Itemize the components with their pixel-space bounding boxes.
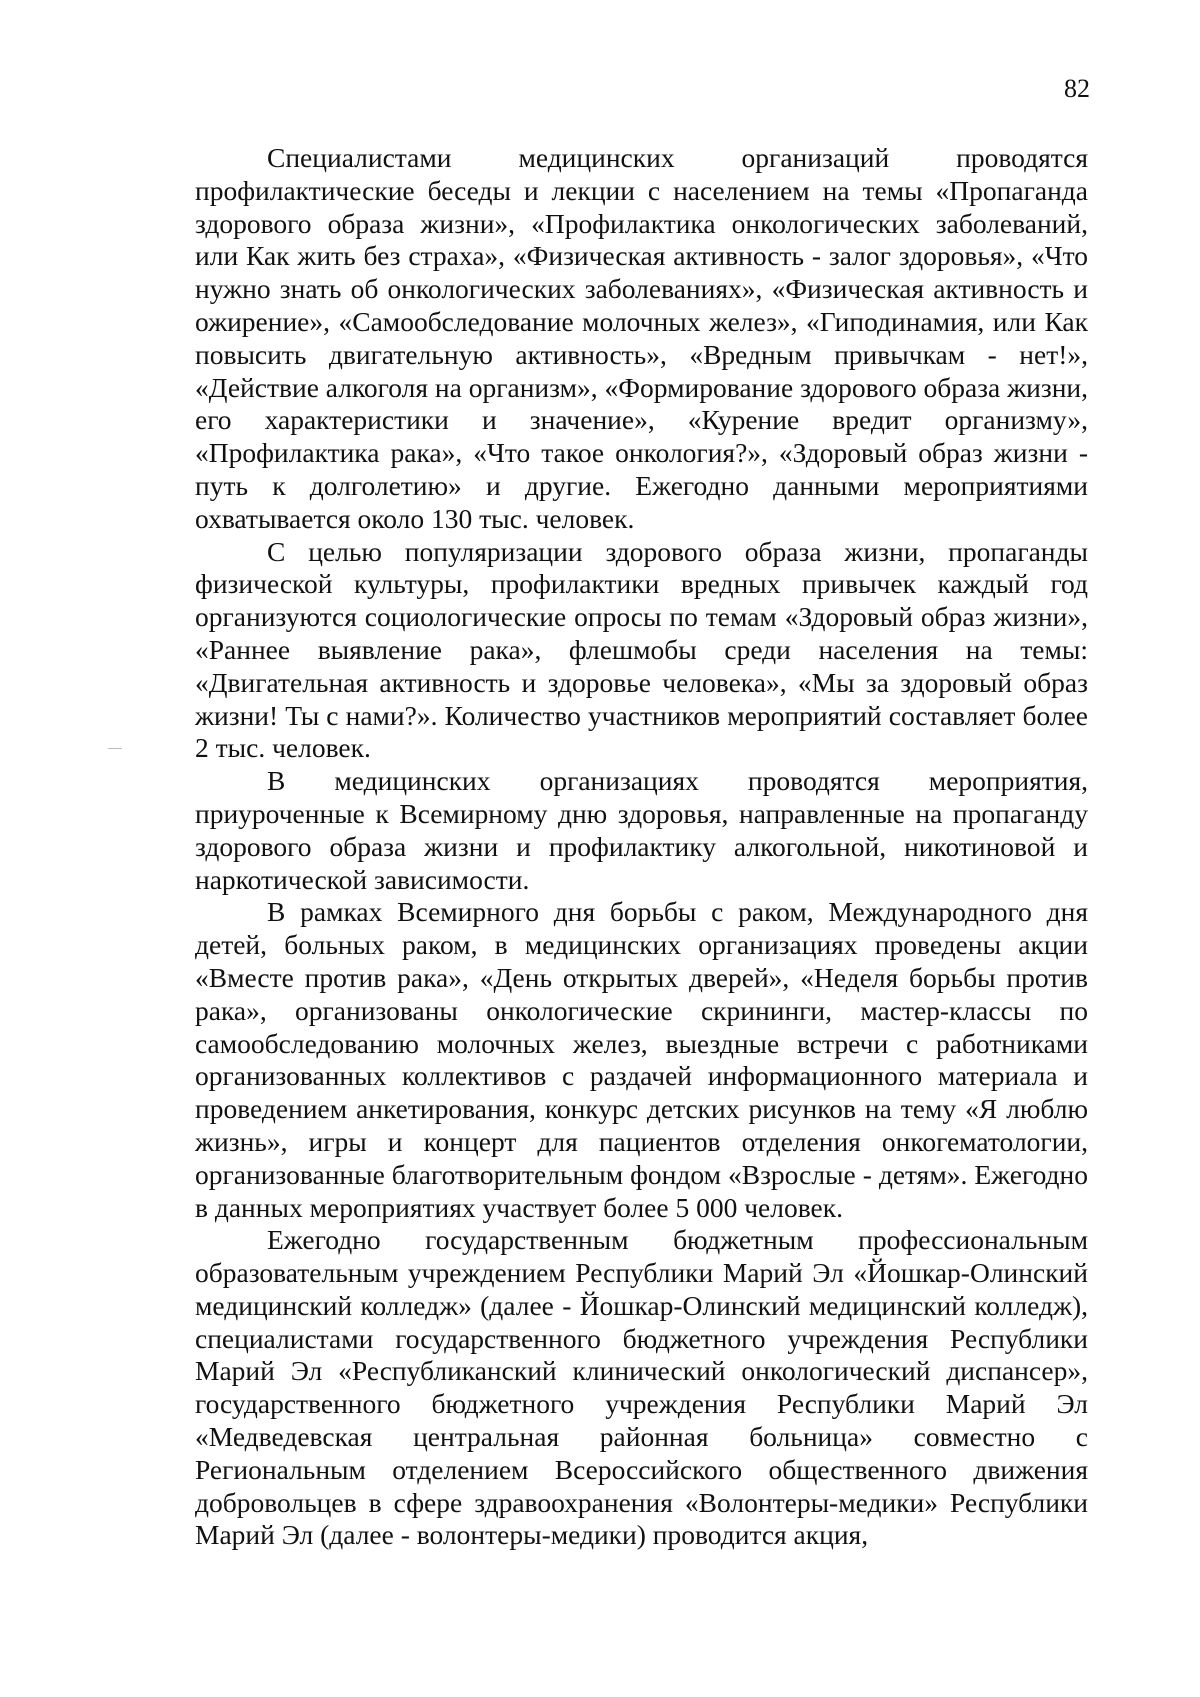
paragraph-world-health-day: В медицинских организациях проводятся мероприятия, приуроченные к Всемирному дню здоровья, направленные на пропаганду здорового образа жизни и профилактику алкогольной, никотиновой и наркотической зависимости.: [195, 765, 1088, 895]
paragraph-popularization: С целью популяризации здорового образа жизни, пропаганды физической культуры, профилактики вредных привычек каждый год организуются социологические опросы по темам «Здоровый образ жизни», «Раннее выявление рака», флешмобы среди населения на темы: «Двигательная активность и здоровье человека», «Мы за здоровый образ жизни! Ты с нами?». Количество участников мероприятий составляет более 2 тыс. человек.: [195, 535, 1088, 764]
paragraph-lectures: Специалистами медицинских организаций проводятся профилактические беседы и лекции с населением на темы «Пропаганда здорового образа жизни», «Профилактика онкологических заболеваний, или Как жить без страха», «Физическая активность - залог здоровья», «Что нужно знать об онкологических заболеваниях», «Физическая активность и ожирение», «Самообследование молочных желез», «Гиподинамия, или Как повысить двигательную активность», «Вредным привычкам - нет!», «Действие алкоголя на организм», «Формирование здорового образа жизни, его характеристики и значение», «Курение вредит организму», «Профилактика рака», «Что такое онкология?», «Здоровый образ жизни - путь к долголетию» и другие. Ежегодно данными мероприятиями охватывается около 130 тыс. человек.: [195, 142, 1088, 534]
scan-margin-mark: [108, 748, 122, 749]
paragraph-medical-college: Ежегодно государственным бюджетным профессиональным образовательным учреждением Республики Марий Эл «Йошкар-Олинский медицинский колледж» (далее - Йошкар-Олинский медицинский колледж), специалистами государственного бюджетного учреждения Республики Марий Эл «Республиканский клинический онкологический диспансер», государственного бюджетного учреждения Республики Марий Эл «Медведевская центральная районная больница» совместно с Региональным отделением Всероссийского общественного движения добровольцев в сфере здравоохранения «Волонтеры-медики» Республики Марий Эл (далее - волонтеры-медики) проводится акция,: [195, 1224, 1088, 1551]
page-number: 82: [1064, 74, 1090, 103]
body-text: [195, 142, 1088, 1552]
paragraph-world-cancer-day: В рамках Всемирного дня борьбы с раком, Международного дня детей, больных раком, в медицинских организациях проведены акции «Вместе против рака», «День открытых дверей», «Неделя борьбы против рака», организованы онкологические скрининги, мастер-классы по самообследованию молочных желез, выездные встречи с работниками организованных коллективов с раздачей информационного материала и проведением анкетирования, конкурс детских рисунков на тему «Я люблю жизнь», игры и концерт для пациентов отделения онкогематологии, организованные благотворительным фондом «Взрослые - детям». Ежегодно в данных мероприятиях участвует более 5 000 человек.: [195, 896, 1088, 1223]
